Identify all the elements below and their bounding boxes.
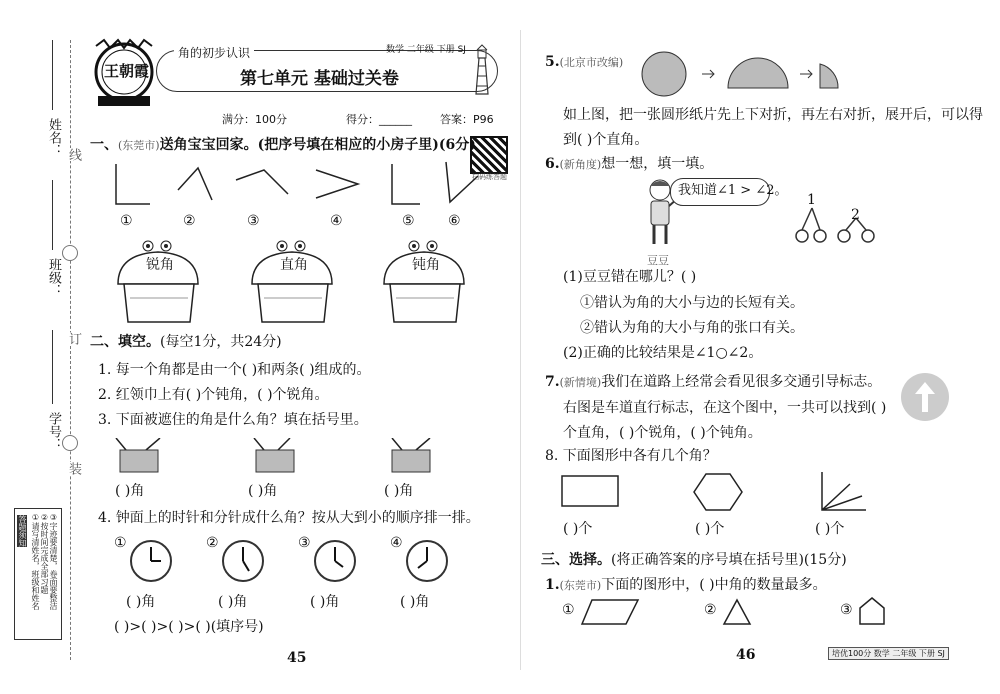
name-field[interactable]	[52, 40, 53, 110]
angle-houses	[110, 238, 470, 324]
shape-blank-1[interactable]: ( )个	[563, 521, 593, 537]
question-6-option-1: ①错认为角的大小与边的长短有关。	[580, 295, 804, 311]
figure-num-1: ①	[120, 213, 133, 229]
straight-arrow-sign	[900, 372, 950, 422]
question-6-source: (新角度)	[559, 158, 602, 171]
notice-label: 答题须知	[18, 515, 27, 547]
name-label: 姓名：	[46, 118, 61, 157]
page-title: 第七单元 基础过关卷	[240, 69, 399, 89]
figure-num-4: ④	[330, 213, 343, 229]
qr-caption: 扫码练答题	[472, 173, 507, 181]
shape-blank-2[interactable]: ( )个	[695, 521, 725, 537]
angle-6	[446, 162, 478, 202]
folding-figures	[640, 50, 840, 102]
section1-title: 一、	[90, 137, 118, 153]
scissors-label-2: 2	[851, 207, 860, 223]
house-label-right: 直角	[280, 257, 308, 273]
section3-heading	[541, 550, 847, 570]
speech-bubble-text: 我知道∠1 > ∠2。	[678, 183, 788, 198]
question-8: 8. 下面图形中各有几个角？	[545, 448, 717, 464]
scissors-figures	[790, 200, 880, 248]
clock-blank-2[interactable]: ( )角	[218, 594, 248, 610]
figure-num-2: ②	[183, 213, 196, 229]
question-7-number: 7.	[545, 374, 560, 390]
sidebar	[0, 0, 90, 694]
header	[90, 38, 510, 138]
unit-subtitle: 角的初步认识	[174, 44, 254, 61]
question-7-text-3: 个直角，( )个锐角，( )个钝角。	[563, 425, 762, 441]
house-obtuse[interactable]	[384, 241, 464, 322]
question-2-2: 2. 红领巾上有( )个钝角，( )个锐角。	[98, 387, 329, 403]
clock-icon	[314, 540, 356, 582]
section1-heading	[90, 135, 476, 156]
house-acute[interactable]	[118, 241, 198, 322]
cut-line	[70, 40, 71, 660]
option-2-label[interactable]: ②	[704, 602, 717, 618]
option-3-label[interactable]: ③	[840, 602, 853, 618]
question-7-text-1: 我们在道路上经常会看见很多交通引导标志。	[601, 374, 882, 390]
angle-1	[116, 164, 150, 204]
class-label: 班级：	[46, 258, 61, 297]
question-3-1	[545, 575, 827, 596]
binding-hole	[62, 435, 78, 451]
grade-tags: 数学 二年级 下册 SJ	[386, 45, 466, 55]
question-6-2: (2)正确的比较结果是∠1○∠2。	[563, 345, 763, 361]
clock-num-2: ②	[206, 535, 219, 551]
question-3-1-source: (东莞市)	[559, 579, 602, 592]
clock-blank-3[interactable]: ( )角	[310, 594, 340, 610]
question-2-1: 1. 每一个角都是由一个( )和两条( )组成的。	[98, 362, 371, 378]
angle-3	[236, 170, 288, 194]
question-5-number: 5.	[545, 54, 560, 70]
question-2-3: 3. 下面被遮住的角是什么角？填在括号里。	[98, 412, 368, 428]
fold-mark-3: 装	[66, 462, 81, 475]
section3-title: 三、选择。	[541, 552, 611, 568]
question-6-number: 6.	[545, 156, 560, 172]
shape-blank-3[interactable]: ( )个	[815, 521, 845, 537]
score-field[interactable]: 得分：______	[346, 113, 412, 126]
footer-badge: 培优100分 数学 二年级 下册 SJ	[828, 647, 949, 660]
binding-hole	[62, 245, 78, 261]
fold-mark-2: 订	[66, 332, 81, 345]
question-5-source: (北京市改编)	[559, 56, 624, 69]
section1-source: (东莞市)	[118, 139, 160, 152]
question-7-heading	[545, 372, 881, 393]
answer-ref: 答案：P96	[440, 113, 494, 126]
full-score: 满分：100分	[222, 113, 287, 126]
scissors-label-1: 1	[807, 192, 816, 208]
fold-mark-1: 线	[66, 148, 81, 161]
notice-1: ①请写清姓名，班级和姓名	[31, 513, 40, 610]
question-3-1-number: 1.	[545, 577, 560, 593]
question-3-1-text: 下面的图形中，( )中角的数量最多。	[601, 577, 827, 593]
question-6-text: 想一想，填一填。	[601, 156, 714, 172]
clock-blank-1[interactable]: ( )角	[126, 594, 156, 610]
section2-heading	[90, 332, 282, 352]
angle-4	[316, 170, 358, 198]
hidden-angle-2	[254, 438, 294, 472]
hidden-angle-1	[116, 438, 160, 472]
clock-icon	[406, 540, 448, 582]
boy-name: 豆豆	[647, 254, 669, 267]
clock-icon	[222, 540, 264, 582]
angle-figures	[100, 160, 480, 210]
option-1-label[interactable]: ①	[562, 602, 575, 618]
notice-2: ②按时间完成全部习题	[40, 513, 49, 594]
pentagon-shape	[858, 596, 886, 626]
question-5-heading	[545, 52, 623, 73]
question-6-option-2: ②错认为角的大小与角的张口有关。	[580, 320, 804, 336]
brand-name: 王朝霞	[104, 62, 150, 80]
school-field[interactable]	[52, 330, 53, 404]
clock-blank-4[interactable]: ( )角	[400, 594, 430, 610]
clock-icon	[130, 540, 172, 582]
hidden-angle-3	[392, 438, 430, 472]
house-label-obtuse: 钝角	[412, 257, 440, 273]
question-7-text-2: 右图是车道直行标志，在这个图中，一共可以找到( )	[563, 400, 887, 416]
school-label: 学号：	[46, 412, 61, 451]
clock-num-1: ①	[114, 535, 127, 551]
question-7-source: (新情境)	[559, 376, 602, 389]
hidden-angle-blank-2[interactable]: ( )角	[248, 483, 278, 499]
section3-text: (将正确答案的序号填在括号里)(15分)	[611, 552, 847, 568]
clock-num-4: ④	[390, 535, 403, 551]
figure-num-6: ⑥	[448, 213, 461, 229]
house-right[interactable]	[252, 241, 332, 322]
section2-title: 二、填空。	[90, 334, 160, 350]
hidden-angle-blank-1[interactable]: ( )角	[115, 483, 145, 499]
angle-5	[392, 164, 420, 204]
lighthouse-icon	[464, 44, 500, 96]
figure-num-5: ⑤	[402, 213, 415, 229]
question-6-heading	[545, 154, 713, 175]
page-number-right: 46	[736, 647, 756, 663]
question-6-1: (1)豆豆错在哪儿？( )	[563, 269, 697, 285]
house-label-acute: 锐角	[146, 257, 174, 273]
clock-order[interactable]: ( )>( )>( )>( )(填序号)	[114, 619, 264, 635]
page-number-left: 45	[287, 650, 307, 666]
hidden-angles	[110, 438, 450, 474]
question-5-text-1: 如上图，把一张圆形纸片先上下对折，再左右对折，展开后，可以得	[563, 107, 983, 123]
triangle-shape	[722, 598, 752, 626]
notice-3: ③字迹要清楚，卷面要整洁	[49, 513, 58, 610]
hidden-angle-blank-3[interactable]: ( )角	[384, 483, 414, 499]
section2-score: (每空1分，共24分)	[160, 334, 282, 350]
figure-num-3: ③	[247, 213, 260, 229]
page-divider	[520, 30, 521, 670]
clock-num-3: ③	[298, 535, 311, 551]
angle-2	[178, 168, 212, 200]
parallelogram-shape	[580, 598, 640, 626]
question-5-text-2: 到( )个直角。	[563, 132, 649, 148]
section1-text: 送角宝宝回家。(把序号填在相应的小房子里)(6分)	[159, 137, 476, 153]
shape-figures	[560, 470, 880, 518]
notice-box	[14, 508, 62, 640]
class-field[interactable]	[52, 180, 53, 250]
question-2-4: 4. 钟面上的时针和分针成什么角？按从大到小的顺序排一排。	[98, 510, 480, 526]
